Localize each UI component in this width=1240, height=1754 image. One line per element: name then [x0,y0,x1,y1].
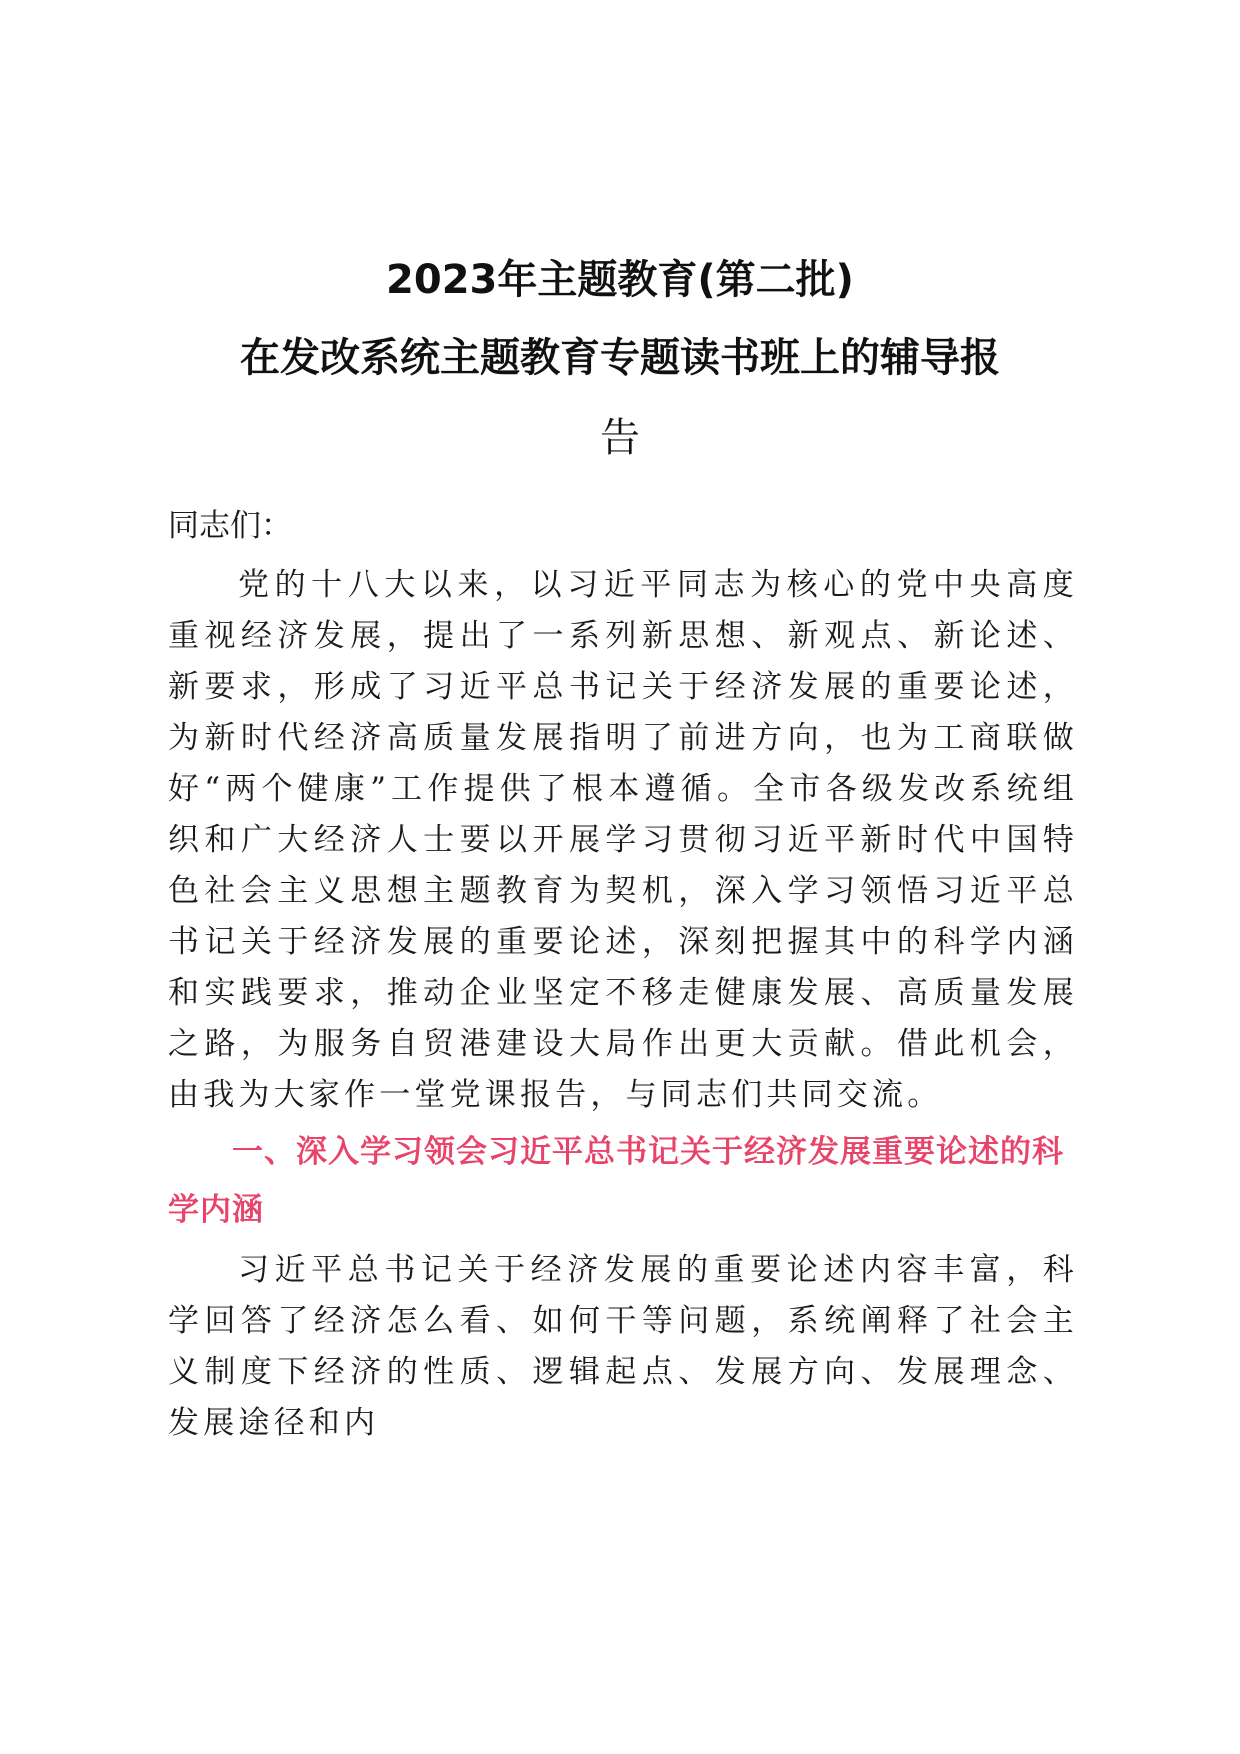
document-body [168,500,1078,1449]
section-1-paragraph: 习近平总书记关于经济发展的重要论述内容丰富，科学回答了经济怎么看、如何干等问题，系统阐释了社会主义制度下经济的性质、逻辑起点、发展方向、发展理念、发展途径和内 [168,1252,1078,1441]
intro-paragraph: 党的十八大以来，以习近平同志为核心的党中央高度重视经济发展，提出了一系列新思想、新观点、新论述、新要求，形成了习近平总书记关于经济发展的重要论述，为新时代经济高质量发展指明了前进方向，也为工商联做好“两个健康”工作提供了根本遵循。全市各级发改系统组织和广大经济人士要以开展学习贯彻习近平新时代中国特色社会主义思想主题教育为契机，深入学习领悟习近平总书记关于经济发展的重要论述，深刻把握其中的科学内涵和实践要求，推动企业坚定不移走健康发展、高质量发展之路，为服务自贸港建设大局作出更大贡献。借此机会，由我为大家作一堂党课报告，与同志们共同交流。 [168,567,1078,1113]
document-title-line-2: 在发改系统主题教育专题读书班上的辅导报 [240,335,1000,381]
document-title-line-1: 2023年主题教育(第二批) [386,257,854,303]
salutation: 同志们： [168,508,292,544]
document-title-line-3: 告 [600,415,640,461]
section-heading-1: 一、深入学习领会习近平总书记关于经济发展重要论述的科学内涵 [168,1134,1064,1228]
